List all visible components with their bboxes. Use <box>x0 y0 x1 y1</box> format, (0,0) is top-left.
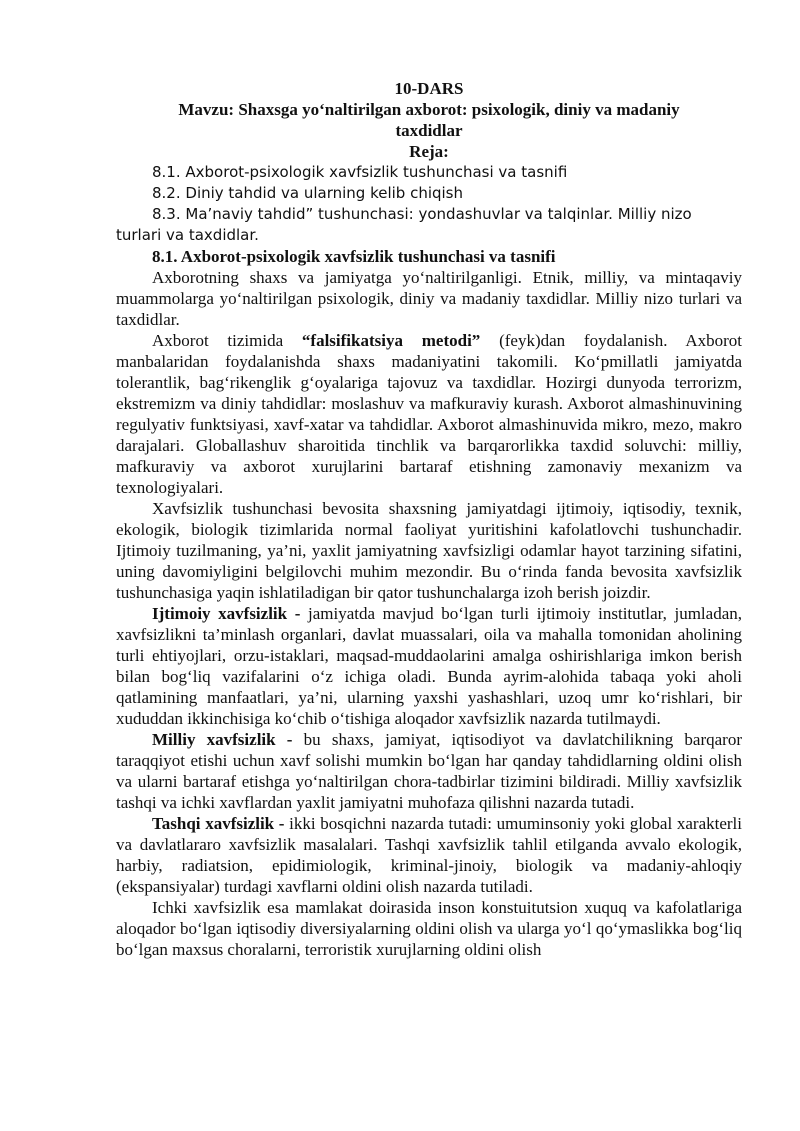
paragraph-social-security <box>116 603 742 729</box>
paragraph-3: Xavfsizlik tushunchasi bevosita shaxsning jamiyatdagi ijtimoiy, iqtisodiy, texnik, ekologik, biologik tizimlarida normal faoliyat yuritishini kafolatlovchi tushunchadir. Ijtimoiy tuzilmaning, ya’ni, yaxlit jamiyatning xavfsizligi odamlar hayot tarzining sifatini, uning davomiyligini belgilovchi muhim mezondir. Bu o‘rinda fanda bevosita xavfsizlik tushunchasiga yaqin ishlatiladigan bir qator tushunchalarga izoh berish joizdir. <box>116 499 742 602</box>
plan-item-2: 8.2. Diniy tahdid va ularning kelib chiqish <box>152 184 464 202</box>
paragraph-2-body: (feyk)dan foydalanish. Axborot manbalaridan foydalanishda shaxs madaniyatini takomili. Ko‘pmillatli jamiyatda tolerantlik, bag‘rikenglik g‘oyalariga tajovuz va taxdidlar. Hozirgi dunyoda terrorizm, ekstremizm va diniy tahdidlar: moslashuv va mafkuraviy kurash. Axborot almashinuvining regulyativ funktsiyasi, xavf-xatar va tahdidlar. Axborot almashinuvida mikro, mezo, makro darajalari. Globallashuv sharoitida tinchlik va barqarorlikka taxdid soluvchi: milliy, mafkuraviy va axborot xurujlarini bartaraf etishning zamonaviy mexanizm va texnologiyalari. <box>116 331 742 497</box>
plan-item-3 <box>116 204 742 246</box>
external-security-text: ikki bosqichni nazarda tutadi: umuminsoniy yoki global xarakterli va davlatlararo xavfsizlik masalalari. Tashqi xavfsizlik tahlil etilganda avvalo ekologik, harbiy, radiatsion, epidimiologik, kriminal-jinoiy, biologik va madaniy-ahloqiy (ekspansiyalar) turdagi xavflarni oldini olish nazarda tutiladi. <box>116 814 742 896</box>
paragraph-internal-security: Ichki xavfsizlik esa mamlakat doirasida inson konstuitutsion xuquq va kafolatlariga aloqador bo‘lgan iqtisodiy diversiyalarning oldini olish va ularga yo‘l qo‘ymaslikka bog‘liq bo‘lgan maxsus choralarni, terroristik xurujlarning oldini olish <box>116 898 742 959</box>
social-security-term: Ijtimoiy xavfsizlik - <box>152 604 301 623</box>
paragraph-national-security <box>116 729 742 813</box>
paragraph-2-intro: Axborot tizimida <box>152 331 302 350</box>
section-heading: 8.1. Axborot-psixologik xavfsizlik tushunchasi va tasnifi <box>152 247 556 266</box>
national-security-text: bu shaxs, jamiyat, iqtisodiyot va davlatchilikning barqaror taraqqiyot etishi uchun xavf solishi mumkin bo‘lgan har qanday tahdidlarning oldini olish va ularni bartaraf etishga yo‘naltirilgan chora-tadbirlar tizimini bildiradi. Milliy xavfsizlik tashqi va ichki xavflardan yaxlit jamiyatni muhofaza qilishni nazarda tutadi. <box>116 730 743 812</box>
plan-item-1: 8.1. Axborot-psixologik xavfsizlik tushunchasi va tasnifi <box>152 163 568 181</box>
lesson-number: 10-DARS <box>394 79 464 98</box>
paragraph-1: Axborotning shaxs va jamiyatga yo‘naltirilganligi. Etnik, milliy, va mintaqaviy muammolarga yo‘naltirilgan psixologik, diniy va madaniy taxdidlar. Milliy nizo turlari va taxdidlar. <box>116 268 742 329</box>
plan-heading: Reja: <box>409 142 449 161</box>
plan-item-3-continuation: turlari va taxdidlar. <box>116 226 259 244</box>
topic-title-line2: taxdidlar <box>395 121 463 140</box>
paragraph-2 <box>116 330 742 498</box>
national-security-term: Milliy xavfsizlik - <box>152 730 293 749</box>
social-security-text: jamiyatda mavjud bo‘lgan turli ijtimoiy institutlar, jumladan, xavfsizlikni ta’minlash organlari, davlat muassalari, oila va mahalla tomonidan aholining turli ehtiyojlari, orzu-istaklari, maqsad-muddaolarini amalga oshirishlariga imkon berish bilan bog‘liq vazifalarini o‘z ichiga oladi. Bunda ayrim-alohida tabaqa yoki aholi qatlamining manfaatlari, ya’ni, ularning yaxshi yashashlari, uzoq umr ko‘rishlari, bir xududdan ikkinchisiga ko‘chib o‘tishiga aloqador xavfsizlik nazarda tutilmaydi. <box>116 604 742 728</box>
external-security-term: Tashqi xavfsizlik - <box>152 814 285 833</box>
paragraph-external-security <box>116 813 742 897</box>
falsification-method-term: “falsifikatsiya metodi” <box>301 331 481 350</box>
document-page <box>116 78 742 960</box>
topic-title-line1: Mavzu: Shaxsga yo‘naltirilgan axborot: psixologik, diniy va madaniy <box>178 100 680 119</box>
plan-item-3-text: 8.3. Ma’naviy tahdid” tushunchasi: yondashuvlar va talqinlar. Milliy nizo <box>152 205 692 223</box>
